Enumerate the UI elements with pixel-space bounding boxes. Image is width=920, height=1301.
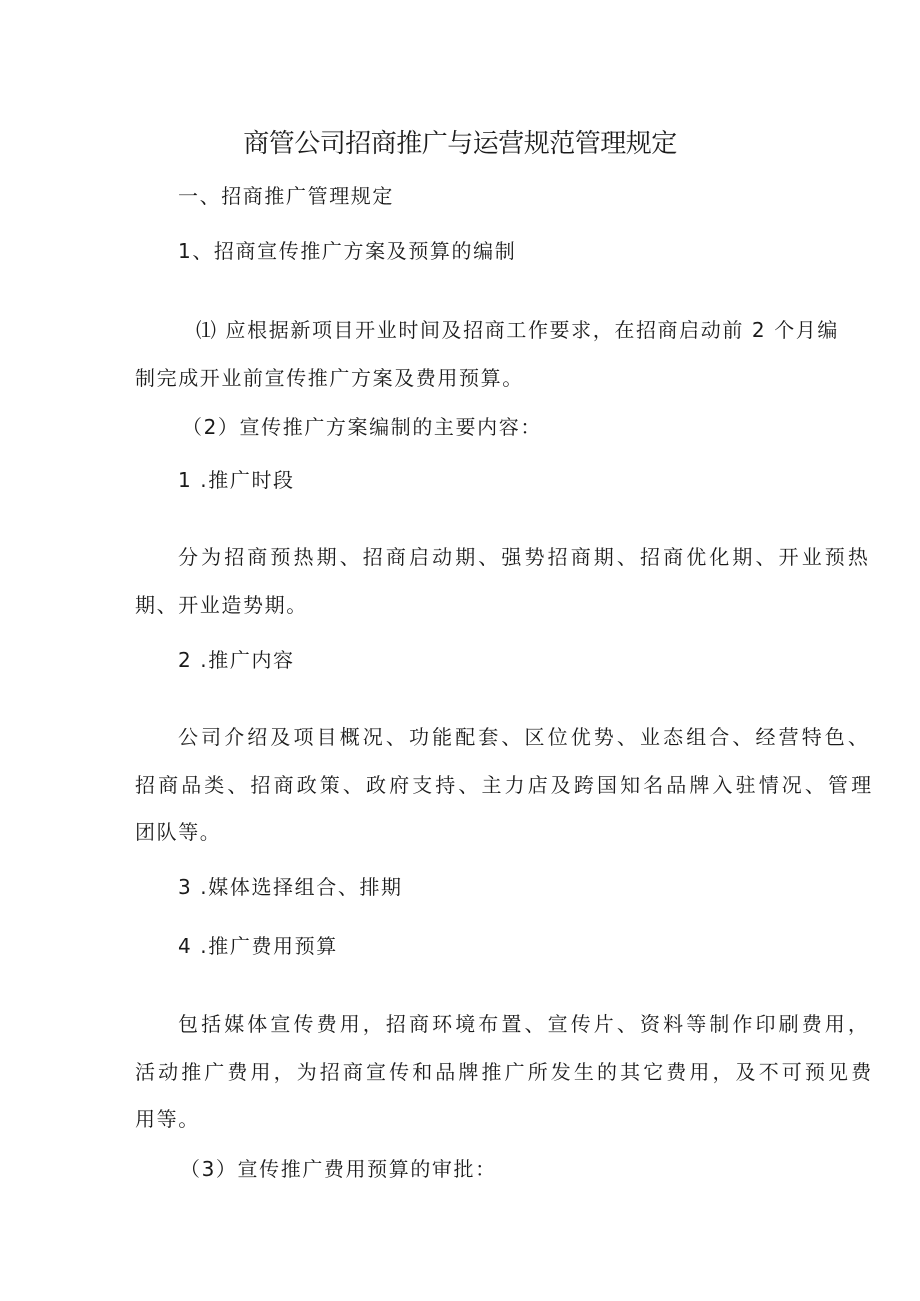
paragraph-line: ⑴ 应根据新项目开业时间及招商工作要求，在招商启动前 2 个月编 [196,318,839,342]
numbered-item-heading: 3 .媒体选择组合、排期 [178,875,403,899]
paragraph-line: 公司介绍及项目概况、功能配套、区位优势、业态组合、经营特色、 [178,725,871,749]
paragraph-line: 制完成开业前宣传推广方案及费用预算。 [135,366,524,390]
paragraph-line: 活动推广费用，为招商宣传和品牌推广所发生的其它费用，及不可预见费 [135,1060,875,1084]
numbered-item-heading: 4 .推广费用预算 [178,934,338,958]
numbered-item-heading: 2 .推广内容 [178,648,295,672]
paragraph-line: 期、开业造势期。 [135,593,308,617]
numbered-item-heading: 1 .推广时段 [178,468,295,492]
paragraph-line: 招商品类、招商政策、政府支持、主力店及跨国知名品牌入驻情况、管理 [135,773,875,797]
list-heading: （3）宣传推广费用预算的审批： [180,1157,497,1181]
document-title: 商管公司招商推广与运营规范管理规定 [243,129,677,159]
paragraph-line: 分为招商预热期、招商启动期、强势招商期、招商优化期、开业预热 [178,545,871,569]
list-heading: （2）宣传推广方案编制的主要内容： [182,415,542,439]
paragraph-line: 包括媒体宣传费用，招商环境布置、宣传片、资料等制作印刷费用， [178,1012,871,1036]
section-heading-1: 一、招商推广管理规定 [178,184,394,208]
paragraph-line: 用等。 [135,1107,200,1131]
paragraph-line: 团队等。 [135,820,222,844]
subsection-heading-1: 1、招商宣传推广方案及预算的编制 [178,239,517,263]
